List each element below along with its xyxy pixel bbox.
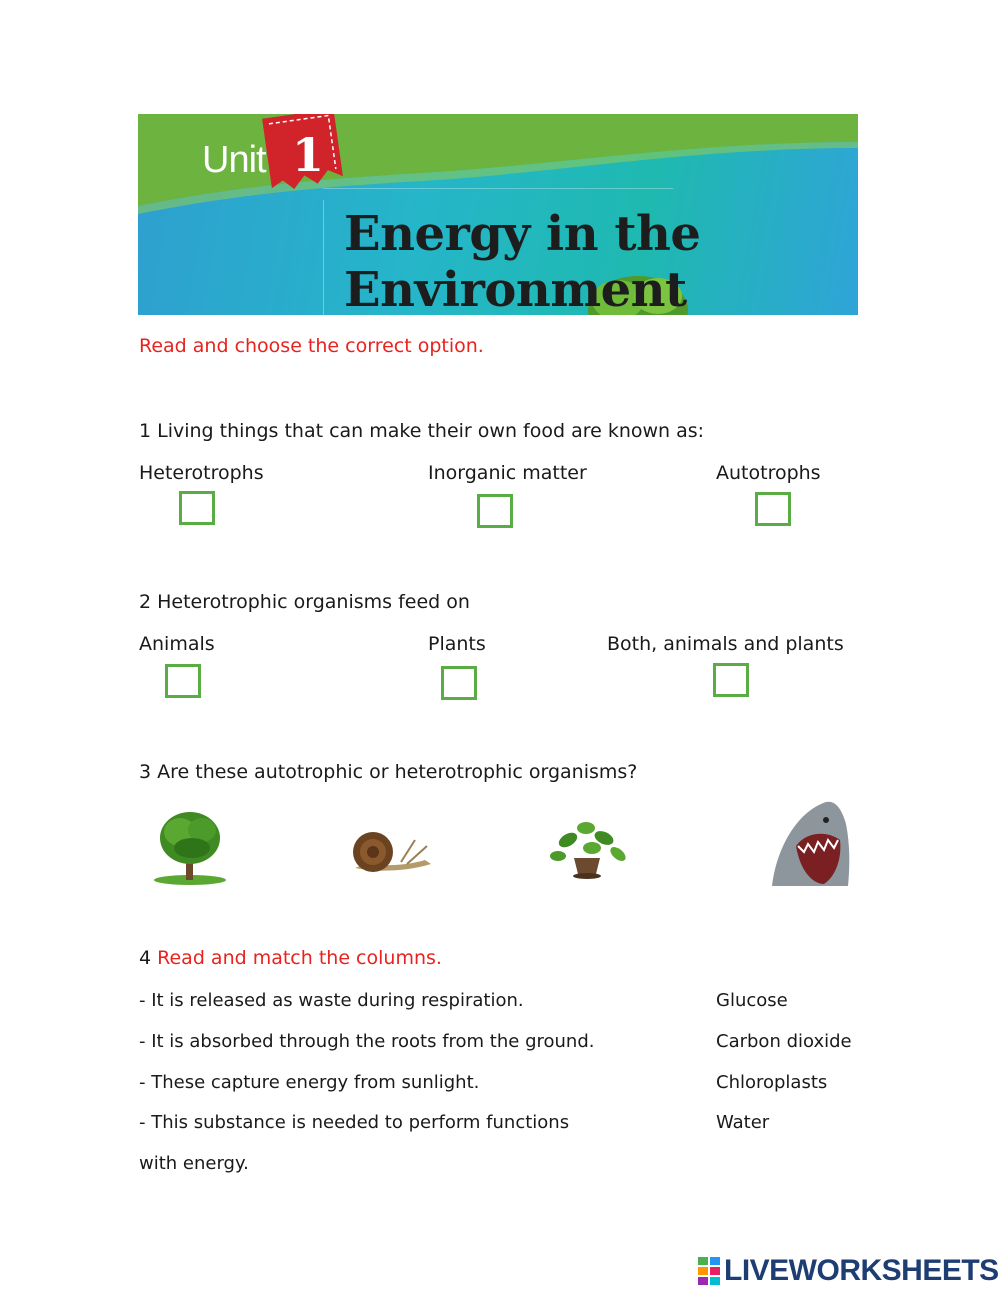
- q2-checkbox-plants[interactable]: [441, 666, 477, 700]
- unit-title-line-1: Energy in the: [344, 206, 701, 262]
- snail-image: [345, 826, 437, 878]
- match-statement: - It is absorbed through the roots from the ground.: [139, 1031, 595, 1052]
- unit-title: [344, 206, 700, 315]
- match-statement-continued: with energy.: [139, 1153, 249, 1174]
- q2-option-label: Both, animals and plants: [607, 633, 844, 655]
- q2-option-label: Animals: [139, 633, 215, 655]
- q1-checkbox-inorganic-matter[interactable]: [477, 494, 513, 528]
- unit-title-line-2: Environment: [344, 262, 687, 315]
- question-4-instruction: Read and match the columns.: [157, 947, 442, 969]
- question-3: 3 Are these autotrophic or heterotrophic organisms?: [139, 761, 638, 783]
- match-answer-carbon-dioxide[interactable]: Carbon dioxide: [716, 1031, 852, 1052]
- match-answer-glucose[interactable]: Glucose: [716, 990, 788, 1011]
- question-1: 1 Living things that can make their own food are known as:: [139, 420, 705, 442]
- shark-image: [766, 800, 854, 886]
- q1-option-label: Inorganic matter: [428, 462, 587, 484]
- match-answer-chloroplasts[interactable]: Chloroplasts: [716, 1072, 828, 1093]
- tree-image: [152, 808, 228, 886]
- match-statement: - These capture energy from sunlight.: [139, 1072, 480, 1093]
- potted-plant-image: [548, 810, 632, 880]
- q1-checkbox-heterotrophs[interactable]: [179, 491, 215, 525]
- match-answer-water[interactable]: Water: [716, 1112, 770, 1133]
- q1-option-label: Heterotrophs: [139, 462, 264, 484]
- logo-blocks-icon: [698, 1257, 722, 1287]
- instruction-text: Read and choose the correct option.: [139, 335, 484, 357]
- q2-option-label: Plants: [428, 633, 486, 655]
- q1-checkbox-autotrophs[interactable]: [755, 492, 791, 526]
- q2-checkbox-both[interactable]: [713, 663, 749, 697]
- unit-label: Unit: [202, 139, 266, 181]
- match-statement: - It is released as waste during respiration.: [139, 990, 524, 1011]
- unit-number: 1: [292, 128, 325, 182]
- q2-checkbox-animals[interactable]: [165, 664, 201, 698]
- question-4-number: 4: [139, 947, 152, 969]
- match-statement: - This substance is needed to perform functions: [139, 1112, 570, 1133]
- unit-banner: [138, 114, 858, 315]
- q1-option-label: Autotrophs: [716, 462, 821, 484]
- brand-name: LIVEWORKSHEETS: [724, 1254, 999, 1287]
- question-2: 2 Heterotrophic organisms feed on: [139, 591, 470, 613]
- question-4: [139, 946, 442, 970]
